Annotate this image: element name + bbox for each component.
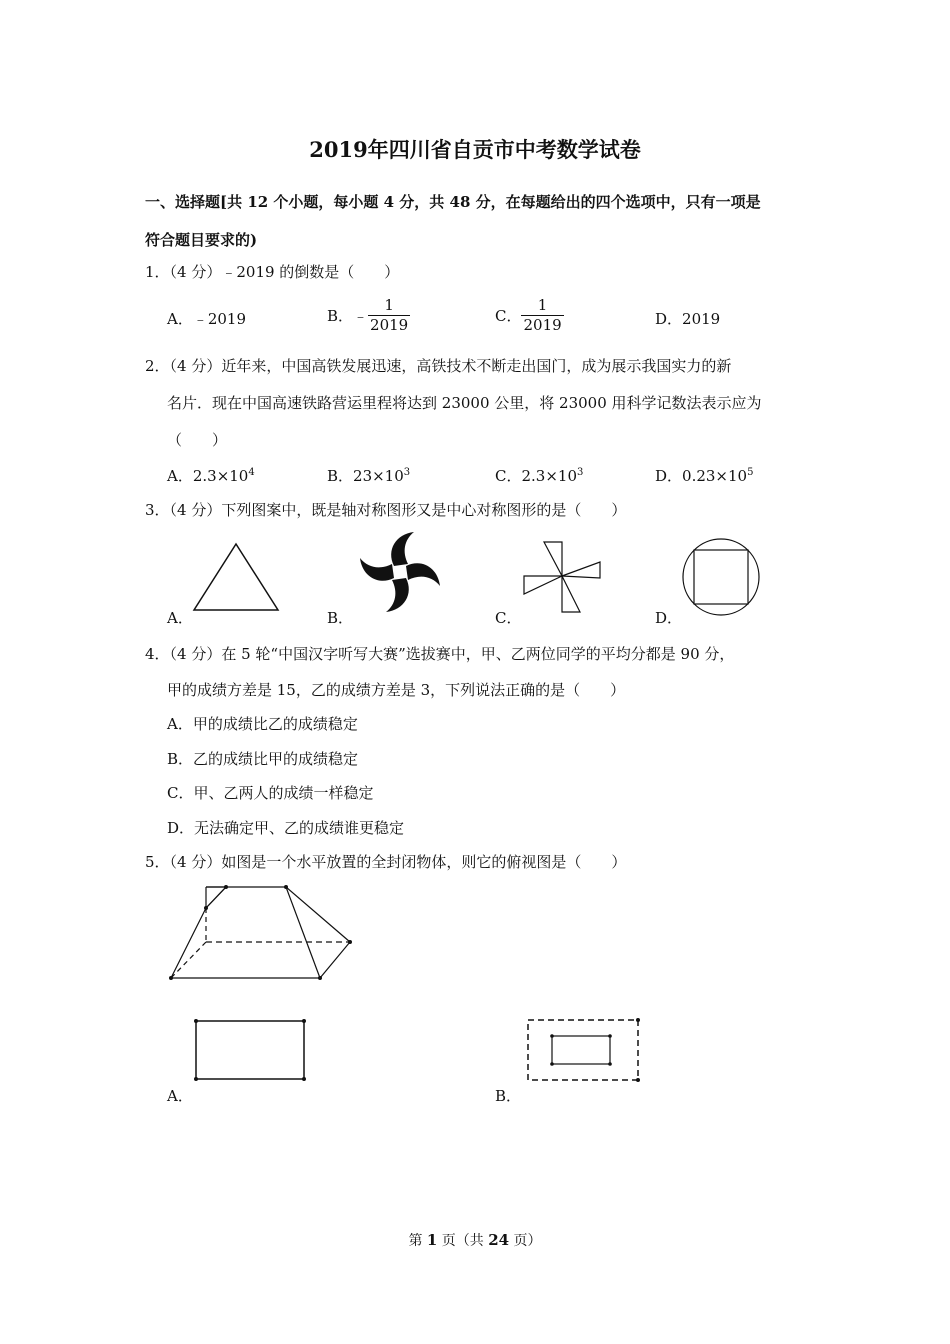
q1-option-b-numerator: 1 <box>384 296 394 314</box>
page-footer <box>0 1230 950 1250</box>
q2-option-a-exponent: 4 <box>248 467 255 478</box>
q3-windmill-figure <box>520 538 606 618</box>
q1-option-a: A．﹣2019 <box>167 310 247 328</box>
section-heading-line1: 一、选择题[共 12 个小题，每小题 4 分，共 48 分，在每题给出的四个选项中，只有一项是 <box>145 193 761 211</box>
q5-stem: 5．（4 分）如图是一个水平放置的全封闭物体，则它的俯视图是（ ） <box>145 853 627 871</box>
q2-stem-line2: 名片．现在中国高速铁路营运里程将达到 23000 公里，将 23000 用科学记数法表示应为 <box>167 394 762 412</box>
q4-stem-line2: 甲的成绩方差是 15，乙的成绩方差是 3，下列说法正确的是（ ） <box>167 681 626 699</box>
q2-option-a <box>167 465 255 486</box>
q2-option-d-exponent: 5 <box>747 467 754 478</box>
q3-circle-square-figure <box>680 536 762 618</box>
q2-option-d-base: D．0.23×10 <box>655 467 748 485</box>
footer-total-pages: 24 <box>488 1231 510 1249</box>
q4-option-a: A．甲的成绩比乙的成绩稳定 <box>167 715 358 733</box>
q3-pinwheel-figure <box>358 530 442 614</box>
q1-option-c-numerator: 1 <box>537 296 548 314</box>
q1-option-c-denominator: 2019 <box>523 316 562 334</box>
q1-option-b-label: B． <box>327 307 354 325</box>
q4-option-b: B．乙的成绩比甲的成绩稳定 <box>167 750 359 768</box>
q2-option-c <box>495 465 583 486</box>
q2-option-c-base: C．2.3×10 <box>495 467 577 485</box>
q5-option-b-figure <box>522 1014 644 1086</box>
q1-option-d: D．2019 <box>655 310 721 328</box>
q1-option-c-fraction <box>521 298 563 333</box>
q3-option-d: D． <box>655 609 683 627</box>
q1-option-b-denominator: 2019 <box>370 316 409 334</box>
footer-page-number: 1 <box>426 1231 438 1249</box>
q3-triangle-figure <box>190 540 282 614</box>
q5-option-a-figure <box>190 1016 312 1086</box>
q1-option-b <box>327 298 410 333</box>
q3-stem: 3．（4 分）下列图案中，既是轴对称图形又是中心对称图形的是（ ） <box>145 501 627 519</box>
q3-option-b: B． <box>327 609 354 627</box>
q2-stem-line3: （ ） <box>167 431 228 449</box>
q1-stem: 1．（4 分）﹣2019 的倒数是（ ） <box>145 263 400 281</box>
q2-option-b <box>327 465 410 486</box>
q3-option-a: A． <box>167 609 193 627</box>
q2-stem-line1: 2．（4 分）近年来，中国高铁发展迅速，高铁技术不断走出国门，成为展示我国实力的新 <box>145 357 732 375</box>
section-heading-line2: 符合题目要求的) <box>145 231 258 249</box>
q5-option-a: A． <box>167 1087 193 1105</box>
q1-option-c-label: C． <box>495 307 522 325</box>
q2-option-b-base: B．23×10 <box>327 467 404 485</box>
q1-option-c <box>495 298 564 333</box>
page-title: 2019年四川省自贡市中考数学试卷 <box>309 137 641 162</box>
q2-option-c-exponent: 3 <box>577 467 584 478</box>
footer-suffix: 页） <box>509 1233 542 1249</box>
q2-option-d <box>655 465 753 486</box>
q4-option-c: C．甲、乙两人的成绩一样稳定 <box>167 784 374 802</box>
q3-option-c: C． <box>495 609 522 627</box>
q1-option-b-fraction <box>368 298 410 333</box>
q2-option-b-exponent: 3 <box>403 467 411 478</box>
footer-middle: 页（共 <box>437 1233 489 1249</box>
q4-stem-line1: 4．（4 分）在 5 轮“中国汉字听写大赛”选拔赛中，甲、乙两位同学的平均分都是 90 分， <box>145 645 735 663</box>
footer-prefix: 第 <box>408 1233 427 1249</box>
q1-option-b-sign: ﹣ <box>353 307 369 325</box>
q5-option-b: B． <box>495 1087 522 1105</box>
q2-option-a-base: A．2.3×10 <box>167 467 249 485</box>
q4-option-d: D．无法确定甲、乙的成绩谁更稳定 <box>167 819 405 837</box>
q5-solid-figure <box>160 880 360 985</box>
